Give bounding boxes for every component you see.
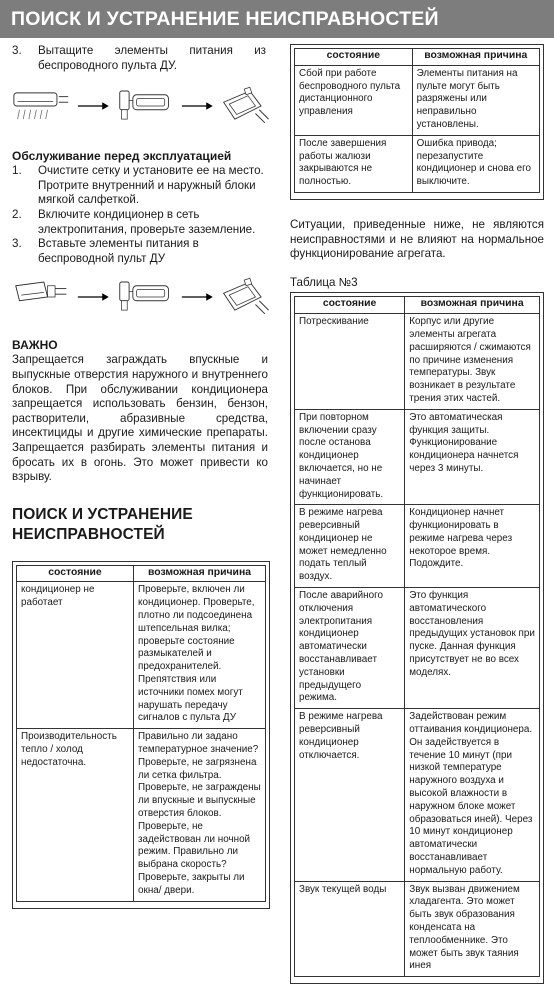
maintenance-step: 3. Вставьте элементы питания в беспроводной пульт ДУ bbox=[12, 237, 199, 265]
troubleshooting-table bbox=[12, 561, 270, 909]
right-column bbox=[290, 44, 544, 984]
table-row: При повторном включении сразу после останова кондиционер включается, но не начинает функционировать. Это автоматическая функция защиты. Функционирование кондиционера начнется через 3 минуты. bbox=[295, 409, 540, 505]
important-title: ВАЖНО bbox=[12, 338, 58, 353]
table-row: Производительность тепло / холод недостаточна. Правильно ли задано температурное значение? Проверьте, не загрязнена ли сетка фильтра. Проверьте, не заграждены ли впускные и выпускные отверстия блоков. Проверьте, не задействован ли ночной режим. Правильно ли выбрана скорость? Проверьте, закрыты ли окна/ двери. bbox=[17, 729, 266, 901]
table-row: После завершения работы жалюзи закрываются не полностью. Ошибка привода; перезапустите кондиционер и снова его выключите. bbox=[295, 135, 540, 192]
arrow-right-icon bbox=[76, 96, 110, 116]
arrow-right-icon bbox=[180, 287, 214, 307]
maintenance-step: 1. Очистите сетку и установите ее на место. Протрите внутренний и наружный блоки мягкой салфеткой. bbox=[12, 164, 264, 207]
table-row: В режиме нагрева реверсивный кондиционер отключается. Задействован режим оттаивания кондиционера. Он задействуется в течение 10 минут (при низкой температуре наружного воздуха и высокой влажности в наружном блоке может образоваться иней). Через 10 минут кондиционер автоматически восстанавливает нормальную работу. bbox=[295, 709, 540, 881]
remote-battery-icon bbox=[116, 275, 174, 319]
arrow-right-icon bbox=[76, 287, 110, 307]
not-a-fault-note: Ситуации, приведенные ниже, не являются неисправностями и не влияют на нормальное функционирование агрегата. bbox=[290, 217, 544, 261]
table-row: Потрескивание Корпус или другие элементы агрегата расширяются / сжимаются по причине изменения температуры. Звук возникает в результате трения этих частей. bbox=[295, 314, 540, 410]
section-title: ПОИСК И УСТРАНЕНИЕ НЕИСПРАВНОСТЕЙ bbox=[12, 505, 193, 543]
table-caption: Таблица №3 bbox=[290, 275, 358, 289]
remote-open-icon bbox=[218, 275, 270, 319]
table-3 bbox=[290, 292, 544, 984]
column-header: состояние bbox=[17, 565, 134, 582]
step-3-remove-batteries: 3. Вытащите элементы питания из беспроводного пульта ДУ. bbox=[12, 44, 266, 72]
table-row: кондиционер не работает Проверьте, включен ли кондиционер. Проверьте, плотно ли подсоединена штепсельная вилка; проверьте состояние размыкателей и предохранителей. Препятствия или источники помех могут нарушать передачу сигналов с пульта ДУ bbox=[17, 582, 266, 729]
column-header: состояние bbox=[295, 49, 413, 66]
ac-unit-icon bbox=[12, 277, 70, 317]
page-title: ПОИСК И УСТРАНЕНИЕ НЕИСПРАВНОСТЕЙ bbox=[11, 8, 439, 30]
important-text: Запрещается заграждать впускные и выпускные отверстия наружного и внутреннего блоков. При обслуживании кондиционера запрещается использовать бензин, бензон, растворители, абразивные средства, инсектициды и другие химические препараты. Запрещается разбирать элементы питания и бросать их в огонь. Это может привести ко взрыву. bbox=[12, 353, 268, 484]
remove-batteries-illustration bbox=[12, 77, 270, 135]
maintenance-title: Обслуживание перед эксплуатацией bbox=[12, 149, 232, 164]
remote-battery-icon bbox=[116, 84, 174, 128]
troubleshooting-table-continued bbox=[290, 44, 544, 200]
table-row: В режиме нагрева реверсивный кондиционер не может немедленно подать теплый воздух. Кондиционер начнет функционировать в режиме нагрева через некоторое время. Подождите. bbox=[295, 505, 540, 588]
left-column bbox=[12, 44, 270, 909]
page-header bbox=[0, 0, 554, 38]
column-header: возможная причина bbox=[134, 565, 266, 582]
arrow-right-icon bbox=[180, 96, 214, 116]
table-row: После аварийного отключения электропитания кондиционер автоматически восстанавливает установки предыдущего режима. Это функция автоматического восстановления предыдущих установок при пуске. Данная функция присутствует не во всех моделях. bbox=[295, 588, 540, 709]
column-header: состояние bbox=[295, 297, 405, 314]
column-header: возможная причина bbox=[412, 49, 539, 66]
insert-batteries-illustration bbox=[12, 268, 270, 326]
maintenance-step: 2. Включите кондиционер в сеть электропитания, проверьте заземление. bbox=[12, 207, 256, 236]
remote-open-icon bbox=[218, 84, 270, 128]
table-row: Звук текущей воды Звук вызван движением хладагента. Это может быть звук образования конденсата на теплообменнике. Это может быть звук таяния инея bbox=[295, 881, 540, 977]
ac-unit-icon bbox=[12, 86, 70, 126]
column-header: возможная причина bbox=[405, 297, 540, 314]
table-row: Сбой при работе беспроводного пульта дистанционного управления Элементы питания на пульте могут быть разряжены или неправильно установлены. bbox=[295, 65, 540, 135]
